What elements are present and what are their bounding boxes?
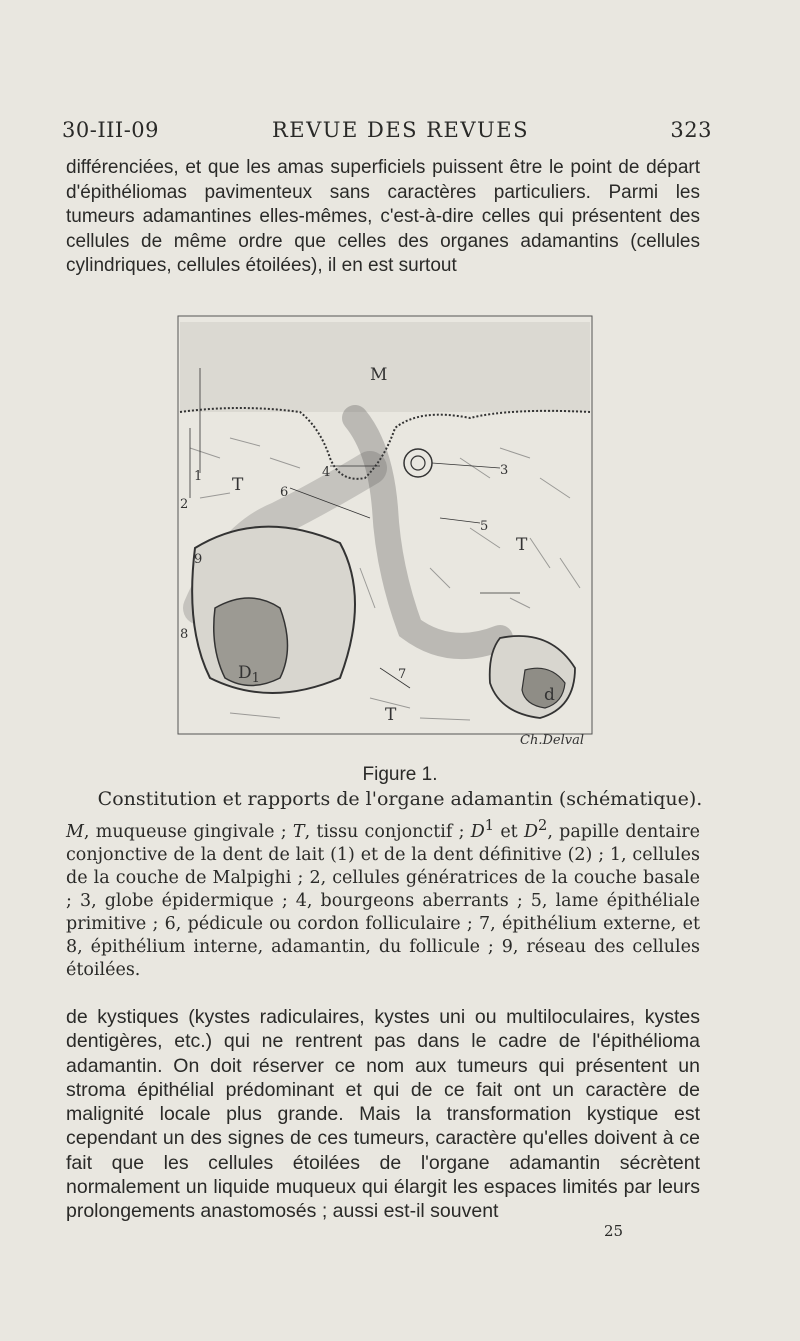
label-6: 6 — [280, 485, 289, 500]
label-T-right: T — [516, 535, 528, 555]
running-header — [62, 118, 712, 148]
label-5: 5 — [480, 519, 489, 534]
label-d: d — [544, 685, 555, 705]
label-M: M — [370, 365, 388, 385]
engraver-signature: Ch.Delval — [520, 733, 584, 748]
header-title: REVUE DES REVUES — [272, 118, 529, 142]
label-9: 9 — [194, 552, 203, 567]
label-2: 2 — [180, 497, 189, 512]
label-1: 1 — [194, 469, 203, 484]
header-date: 30-III-09 — [62, 118, 160, 142]
signature-mark: 25 — [604, 1222, 624, 1240]
histology-drawing — [170, 308, 600, 748]
figure-caption-title: Figure 1. — [362, 764, 438, 785]
label-T-bottom: T — [385, 705, 397, 725]
page-number: 323 — [670, 118, 712, 142]
label-4: 4 — [322, 465, 331, 480]
figure-illustration — [170, 308, 600, 748]
figure-legend: M, muqueuse gingivale ; T, tissu conjonctif ; $D^1$ et $D^2$, papille dentaire conjonctive de la dent de lait (1) et de la dent définitive (2) ; 1, cellules de la couche de Malpighi ; 2, cellules génératrices de la couche basale ; 3, globe épidermique ; 4, bourgeons aberrants ; 5, lame épithéliale primitive ; 6, pédicule ou cordon folliculaire ; 7, épithélium externe, et 8, épithélium interne, adamantin, du follicule ; 9, réseau des cellules étoilées. — [66, 817, 701, 980]
paragraph-bottom: de kystiques (kystes radiculaires, kystes uni ou multiloculaires, kystes dentigères, etc.) qui ne rentrent pas dans le cadre de l'épithélioma adamantin. On doit réserver ce nom aux tumeurs qui présentent un stroma épithélial prédominant et qui de ce fait ont un caractère de malignité locale plus grande. Mais la transformation kystique est cependant un des signes de ces tumeurs, caractère qu'elles doivent à ce fait que les cellules étoilées de l'organe adamantin sécrètent normalement un liquide muqueux qui élargit les espaces limités par leurs prolongements anastomosés ; aussi est-il souvent — [66, 1006, 700, 1223]
label-D1: $D_1$ — [238, 663, 260, 686]
label-7: 7 — [398, 667, 407, 682]
paragraph-top: différenciées, et que les amas superficiels puissent être le point de départ d'épithéliomas pavimenteux sans caractères particuliers. Parmi les tumeurs adamantines elles-mêmes, c'est-à-dire celles qui présentent des cellules de même ordre que celles des organes adamantins (cellules cylindriques, cellules étoilées), il en est surtout — [66, 157, 700, 276]
epidermal-globe — [404, 449, 432, 477]
label-8: 8 — [180, 627, 189, 642]
label-3: 3 — [500, 463, 509, 478]
figure-caption-subtitle: Constitution et rapports de l'organe adamantin (schématique). — [97, 788, 703, 810]
label-T-left: T — [232, 475, 244, 495]
